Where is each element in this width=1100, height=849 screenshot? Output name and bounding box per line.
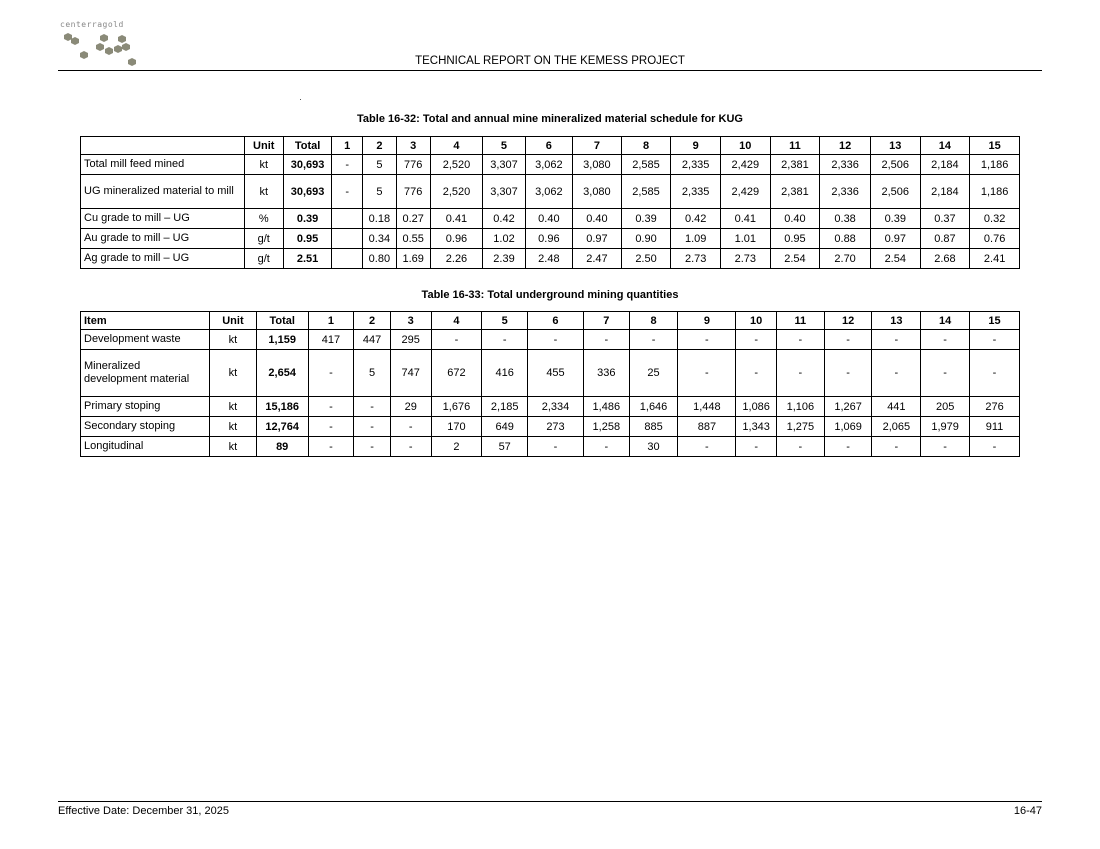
year-value-cell: 2,520 bbox=[430, 175, 483, 209]
table-16-33-caption: Table 16-33: Total underground mining quantities bbox=[421, 289, 679, 301]
year-value-cell: 3,062 bbox=[525, 175, 573, 209]
year-value-cell: 30 bbox=[629, 437, 678, 457]
column-header: 11 bbox=[770, 137, 820, 155]
row-label: Au grade to mill – UG bbox=[81, 229, 245, 249]
row-label: Longitudinal bbox=[81, 437, 210, 457]
year-value-cell: 2.73 bbox=[720, 249, 770, 269]
year-value-cell: - bbox=[824, 437, 872, 457]
column-header: 8 bbox=[621, 137, 671, 155]
mineralized-material-schedule-table bbox=[80, 136, 1020, 269]
table-row bbox=[81, 397, 1020, 417]
year-value-cell: 2,336 bbox=[820, 155, 871, 175]
year-value-cell: 1,676 bbox=[431, 397, 482, 417]
column-header: 4 bbox=[431, 312, 482, 330]
year-value-cell: - bbox=[583, 330, 629, 350]
column-header: 15 bbox=[970, 137, 1020, 155]
unit-cell: kt bbox=[210, 350, 257, 397]
year-value-cell: 2.54 bbox=[770, 249, 820, 269]
table-16-32-caption: Table 16-32: Total and annual mine mineralized material schedule for KUG bbox=[357, 113, 743, 125]
header-divider bbox=[58, 70, 1042, 71]
year-value-cell: 336 bbox=[583, 350, 629, 397]
year-value-cell: 911 bbox=[970, 417, 1020, 437]
unit-cell: kt bbox=[210, 330, 257, 350]
year-value-cell: 0.42 bbox=[671, 209, 721, 229]
year-value-cell bbox=[332, 229, 363, 249]
row-label: Development waste bbox=[81, 330, 210, 350]
year-value-cell: - bbox=[583, 437, 629, 457]
year-value-cell: 0.40 bbox=[770, 209, 820, 229]
year-value-cell: 273 bbox=[528, 417, 584, 437]
year-value-cell: 747 bbox=[390, 350, 431, 397]
year-value-cell: 441 bbox=[872, 397, 921, 417]
column-header: 8 bbox=[629, 312, 678, 330]
year-value-cell: 0.97 bbox=[573, 229, 622, 249]
year-value-cell: 2,065 bbox=[872, 417, 921, 437]
year-value-cell: 1.02 bbox=[483, 229, 525, 249]
year-value-cell: 3,307 bbox=[483, 155, 525, 175]
year-value-cell: 1,106 bbox=[776, 397, 824, 417]
year-value-cell: 0.96 bbox=[430, 229, 483, 249]
column-header: 12 bbox=[820, 137, 871, 155]
unit-cell: g/t bbox=[244, 249, 283, 269]
year-value-cell: - bbox=[970, 350, 1020, 397]
total-cell: 89 bbox=[256, 437, 308, 457]
column-header: Total bbox=[256, 312, 308, 330]
year-value-cell: 672 bbox=[431, 350, 482, 397]
column-header: Total bbox=[283, 137, 332, 155]
total-cell: 30,693 bbox=[283, 155, 332, 175]
year-value-cell: 2.70 bbox=[820, 249, 871, 269]
year-value-cell: 5 bbox=[362, 155, 396, 175]
year-value-cell: - bbox=[678, 437, 736, 457]
year-value-cell: 2.50 bbox=[621, 249, 671, 269]
year-value-cell: 2,381 bbox=[770, 155, 820, 175]
column-header: 6 bbox=[528, 312, 584, 330]
year-value-cell: 0.95 bbox=[770, 229, 820, 249]
year-value-cell: 2,506 bbox=[870, 155, 920, 175]
underground-mining-quantities-table bbox=[80, 311, 1020, 457]
row-label: Primary stoping bbox=[81, 397, 210, 417]
column-header: 2 bbox=[362, 137, 396, 155]
table-header-row bbox=[81, 137, 1020, 155]
column-header: 11 bbox=[776, 312, 824, 330]
year-value-cell: 0.41 bbox=[430, 209, 483, 229]
year-value-cell: 1,979 bbox=[921, 417, 970, 437]
year-value-cell: 649 bbox=[482, 417, 528, 437]
year-value-cell: - bbox=[824, 350, 872, 397]
year-value-cell: 1,275 bbox=[776, 417, 824, 437]
year-value-cell: 2.54 bbox=[870, 249, 920, 269]
year-value-cell: 1,486 bbox=[583, 397, 629, 417]
logo-wordmark: centerragold bbox=[60, 20, 124, 29]
year-value-cell: - bbox=[776, 330, 824, 350]
year-value-cell: - bbox=[776, 350, 824, 397]
year-value-cell: 887 bbox=[678, 417, 736, 437]
column-header: 14 bbox=[920, 137, 970, 155]
table-row bbox=[81, 229, 1020, 249]
year-value-cell: - bbox=[970, 437, 1020, 457]
year-value-cell: - bbox=[872, 330, 921, 350]
year-value-cell: 3,307 bbox=[483, 175, 525, 209]
year-value-cell: 2,334 bbox=[528, 397, 584, 417]
year-value-cell: - bbox=[736, 350, 777, 397]
year-value-cell: - bbox=[776, 437, 824, 457]
year-value-cell: 295 bbox=[390, 330, 431, 350]
year-value-cell: 0.41 bbox=[720, 209, 770, 229]
column-header: 2 bbox=[354, 312, 391, 330]
column-header: 12 bbox=[824, 312, 872, 330]
year-value-cell: 1,258 bbox=[583, 417, 629, 437]
table-row bbox=[81, 209, 1020, 229]
year-value-cell: 2,184 bbox=[920, 155, 970, 175]
year-value-cell: 776 bbox=[396, 155, 430, 175]
year-value-cell: 1,069 bbox=[824, 417, 872, 437]
column-header: 10 bbox=[736, 312, 777, 330]
total-cell: 12,764 bbox=[256, 417, 308, 437]
year-value-cell: - bbox=[921, 350, 970, 397]
total-cell: 1,159 bbox=[256, 330, 308, 350]
year-value-cell: 0.55 bbox=[396, 229, 430, 249]
year-value-cell: 1,186 bbox=[970, 155, 1020, 175]
column-header: 1 bbox=[332, 137, 363, 155]
year-value-cell: 1,343 bbox=[736, 417, 777, 437]
year-value-cell bbox=[332, 209, 363, 229]
year-value-cell: 170 bbox=[431, 417, 482, 437]
column-header: Unit bbox=[210, 312, 257, 330]
column-header: Item bbox=[81, 312, 210, 330]
total-cell: 0.39 bbox=[283, 209, 332, 229]
year-value-cell: - bbox=[482, 330, 528, 350]
column-header: 9 bbox=[678, 312, 736, 330]
year-value-cell: 2.39 bbox=[483, 249, 525, 269]
year-value-cell: 1,646 bbox=[629, 397, 678, 417]
year-value-cell: - bbox=[872, 437, 921, 457]
year-value-cell: 0.39 bbox=[870, 209, 920, 229]
year-value-cell: 2.47 bbox=[573, 249, 622, 269]
year-value-cell: - bbox=[354, 417, 391, 437]
year-value-cell: 0.37 bbox=[920, 209, 970, 229]
table-row bbox=[81, 155, 1020, 175]
year-value-cell: - bbox=[678, 350, 736, 397]
table-row bbox=[81, 330, 1020, 350]
year-value-cell: - bbox=[332, 175, 363, 209]
year-value-cell: 455 bbox=[528, 350, 584, 397]
row-label: Secondary stoping bbox=[81, 417, 210, 437]
year-value-cell: - bbox=[528, 330, 584, 350]
row-label: Total mill feed mined bbox=[81, 155, 245, 175]
year-value-cell: 2.68 bbox=[920, 249, 970, 269]
year-value-cell: - bbox=[354, 437, 391, 457]
year-value-cell: 2,335 bbox=[671, 155, 721, 175]
row-label: UG mineralized material to mill bbox=[81, 175, 245, 209]
year-value-cell: - bbox=[629, 330, 678, 350]
year-value-cell: 25 bbox=[629, 350, 678, 397]
year-value-cell: 2,585 bbox=[621, 175, 671, 209]
column-header: 4 bbox=[430, 137, 483, 155]
year-value-cell: 3,080 bbox=[573, 155, 622, 175]
year-value-cell: 2,185 bbox=[482, 397, 528, 417]
year-value-cell: - bbox=[308, 417, 354, 437]
unit-cell: % bbox=[244, 209, 283, 229]
column-header bbox=[81, 137, 245, 155]
year-value-cell: 1.69 bbox=[396, 249, 430, 269]
year-value-cell: 1.09 bbox=[671, 229, 721, 249]
year-value-cell: - bbox=[921, 437, 970, 457]
unit-cell: kt bbox=[244, 155, 283, 175]
year-value-cell: - bbox=[431, 330, 482, 350]
year-value-cell: 0.18 bbox=[362, 209, 396, 229]
page-number: 16-47 bbox=[1013, 805, 1042, 817]
year-value-cell: 3,080 bbox=[573, 175, 622, 209]
unit-cell: g/t bbox=[244, 229, 283, 249]
year-value-cell: 447 bbox=[354, 330, 391, 350]
year-value-cell: 2,381 bbox=[770, 175, 820, 209]
year-value-cell: - bbox=[736, 330, 777, 350]
table-row bbox=[81, 249, 1020, 269]
year-value-cell: 0.90 bbox=[621, 229, 671, 249]
row-label: Ag grade to mill – UG bbox=[81, 249, 245, 269]
year-value-cell: - bbox=[970, 330, 1020, 350]
year-value-cell: - bbox=[308, 397, 354, 417]
year-value-cell: 0.39 bbox=[621, 209, 671, 229]
year-value-cell: 0.42 bbox=[483, 209, 525, 229]
year-value-cell: 2,520 bbox=[430, 155, 483, 175]
year-value-cell: 0.96 bbox=[525, 229, 573, 249]
total-cell: 15,186 bbox=[256, 397, 308, 417]
column-header: Unit bbox=[244, 137, 283, 155]
year-value-cell: - bbox=[921, 330, 970, 350]
column-header: 15 bbox=[970, 312, 1020, 330]
table-header-row bbox=[81, 312, 1020, 330]
year-value-cell: 2,184 bbox=[920, 175, 970, 209]
year-value-cell: 2,429 bbox=[720, 155, 770, 175]
year-value-cell: - bbox=[308, 350, 354, 397]
unit-cell: kt bbox=[210, 397, 257, 417]
year-value-cell: 1,448 bbox=[678, 397, 736, 417]
year-value-cell bbox=[332, 249, 363, 269]
year-value-cell: - bbox=[354, 397, 391, 417]
year-value-cell: - bbox=[678, 330, 736, 350]
year-value-cell: 776 bbox=[396, 175, 430, 209]
column-header: 7 bbox=[573, 137, 622, 155]
year-value-cell: 0.32 bbox=[970, 209, 1020, 229]
footer-divider bbox=[58, 801, 1042, 802]
year-value-cell: 0.76 bbox=[970, 229, 1020, 249]
year-value-cell: 0.80 bbox=[362, 249, 396, 269]
year-value-cell: 276 bbox=[970, 397, 1020, 417]
year-value-cell: - bbox=[736, 437, 777, 457]
year-value-cell: 2.73 bbox=[671, 249, 721, 269]
total-cell: 2,654 bbox=[256, 350, 308, 397]
year-value-cell: 2,506 bbox=[870, 175, 920, 209]
table-row bbox=[81, 350, 1020, 397]
column-header: 3 bbox=[390, 312, 431, 330]
column-header: 13 bbox=[870, 137, 920, 155]
column-header: 5 bbox=[483, 137, 525, 155]
year-value-cell: 2.48 bbox=[525, 249, 573, 269]
column-header: 6 bbox=[525, 137, 573, 155]
year-value-cell: 0.27 bbox=[396, 209, 430, 229]
year-value-cell: 885 bbox=[629, 417, 678, 437]
table-row bbox=[81, 437, 1020, 457]
year-value-cell: 0.87 bbox=[920, 229, 970, 249]
total-cell: 30,693 bbox=[283, 175, 332, 209]
year-value-cell: 2,335 bbox=[671, 175, 721, 209]
year-value-cell: 416 bbox=[482, 350, 528, 397]
row-label: Cu grade to mill – UG bbox=[81, 209, 245, 229]
total-cell: 2.51 bbox=[283, 249, 332, 269]
year-value-cell: 5 bbox=[354, 350, 391, 397]
year-value-cell: 2 bbox=[431, 437, 482, 457]
year-value-cell: - bbox=[308, 437, 354, 457]
column-header: 10 bbox=[720, 137, 770, 155]
year-value-cell: - bbox=[528, 437, 584, 457]
column-header: 1 bbox=[308, 312, 354, 330]
table-row bbox=[81, 175, 1020, 209]
year-value-cell: 0.88 bbox=[820, 229, 871, 249]
year-value-cell: 2,585 bbox=[621, 155, 671, 175]
total-cell: 0.95 bbox=[283, 229, 332, 249]
column-header: 9 bbox=[671, 137, 721, 155]
year-value-cell: 0.40 bbox=[525, 209, 573, 229]
year-value-cell: 1.01 bbox=[720, 229, 770, 249]
year-value-cell: 0.34 bbox=[362, 229, 396, 249]
column-header: 13 bbox=[872, 312, 921, 330]
column-header: 3 bbox=[396, 137, 430, 155]
year-value-cell: 57 bbox=[482, 437, 528, 457]
year-value-cell: - bbox=[332, 155, 363, 175]
year-value-cell: 1,086 bbox=[736, 397, 777, 417]
year-value-cell: 205 bbox=[921, 397, 970, 417]
year-value-cell: 0.38 bbox=[820, 209, 871, 229]
column-header: 14 bbox=[921, 312, 970, 330]
column-header: 7 bbox=[583, 312, 629, 330]
unit-cell: kt bbox=[210, 417, 257, 437]
year-value-cell: 1,186 bbox=[970, 175, 1020, 209]
year-value-cell: 1,267 bbox=[824, 397, 872, 417]
year-value-cell: - bbox=[390, 417, 431, 437]
year-value-cell: 417 bbox=[308, 330, 354, 350]
year-value-cell: 5 bbox=[362, 175, 396, 209]
year-value-cell: - bbox=[872, 350, 921, 397]
column-header: 5 bbox=[482, 312, 528, 330]
row-label: Mineralized development material bbox=[81, 350, 210, 397]
year-value-cell: - bbox=[390, 437, 431, 457]
year-value-cell: 3,062 bbox=[525, 155, 573, 175]
year-value-cell: 2,429 bbox=[720, 175, 770, 209]
stray-mark bbox=[300, 99, 301, 100]
report-title: TECHNICAL REPORT ON THE KEMESS PROJECT bbox=[415, 55, 685, 67]
year-value-cell: 2,336 bbox=[820, 175, 871, 209]
table-row bbox=[81, 417, 1020, 437]
year-value-cell: 2.26 bbox=[430, 249, 483, 269]
year-value-cell: 29 bbox=[390, 397, 431, 417]
unit-cell: kt bbox=[244, 175, 283, 209]
effective-date: Effective Date: December 31, 2025 bbox=[58, 805, 230, 817]
year-value-cell: - bbox=[824, 330, 872, 350]
year-value-cell: 0.97 bbox=[870, 229, 920, 249]
year-value-cell: 0.40 bbox=[573, 209, 622, 229]
year-value-cell: 2.41 bbox=[970, 249, 1020, 269]
unit-cell: kt bbox=[210, 437, 257, 457]
